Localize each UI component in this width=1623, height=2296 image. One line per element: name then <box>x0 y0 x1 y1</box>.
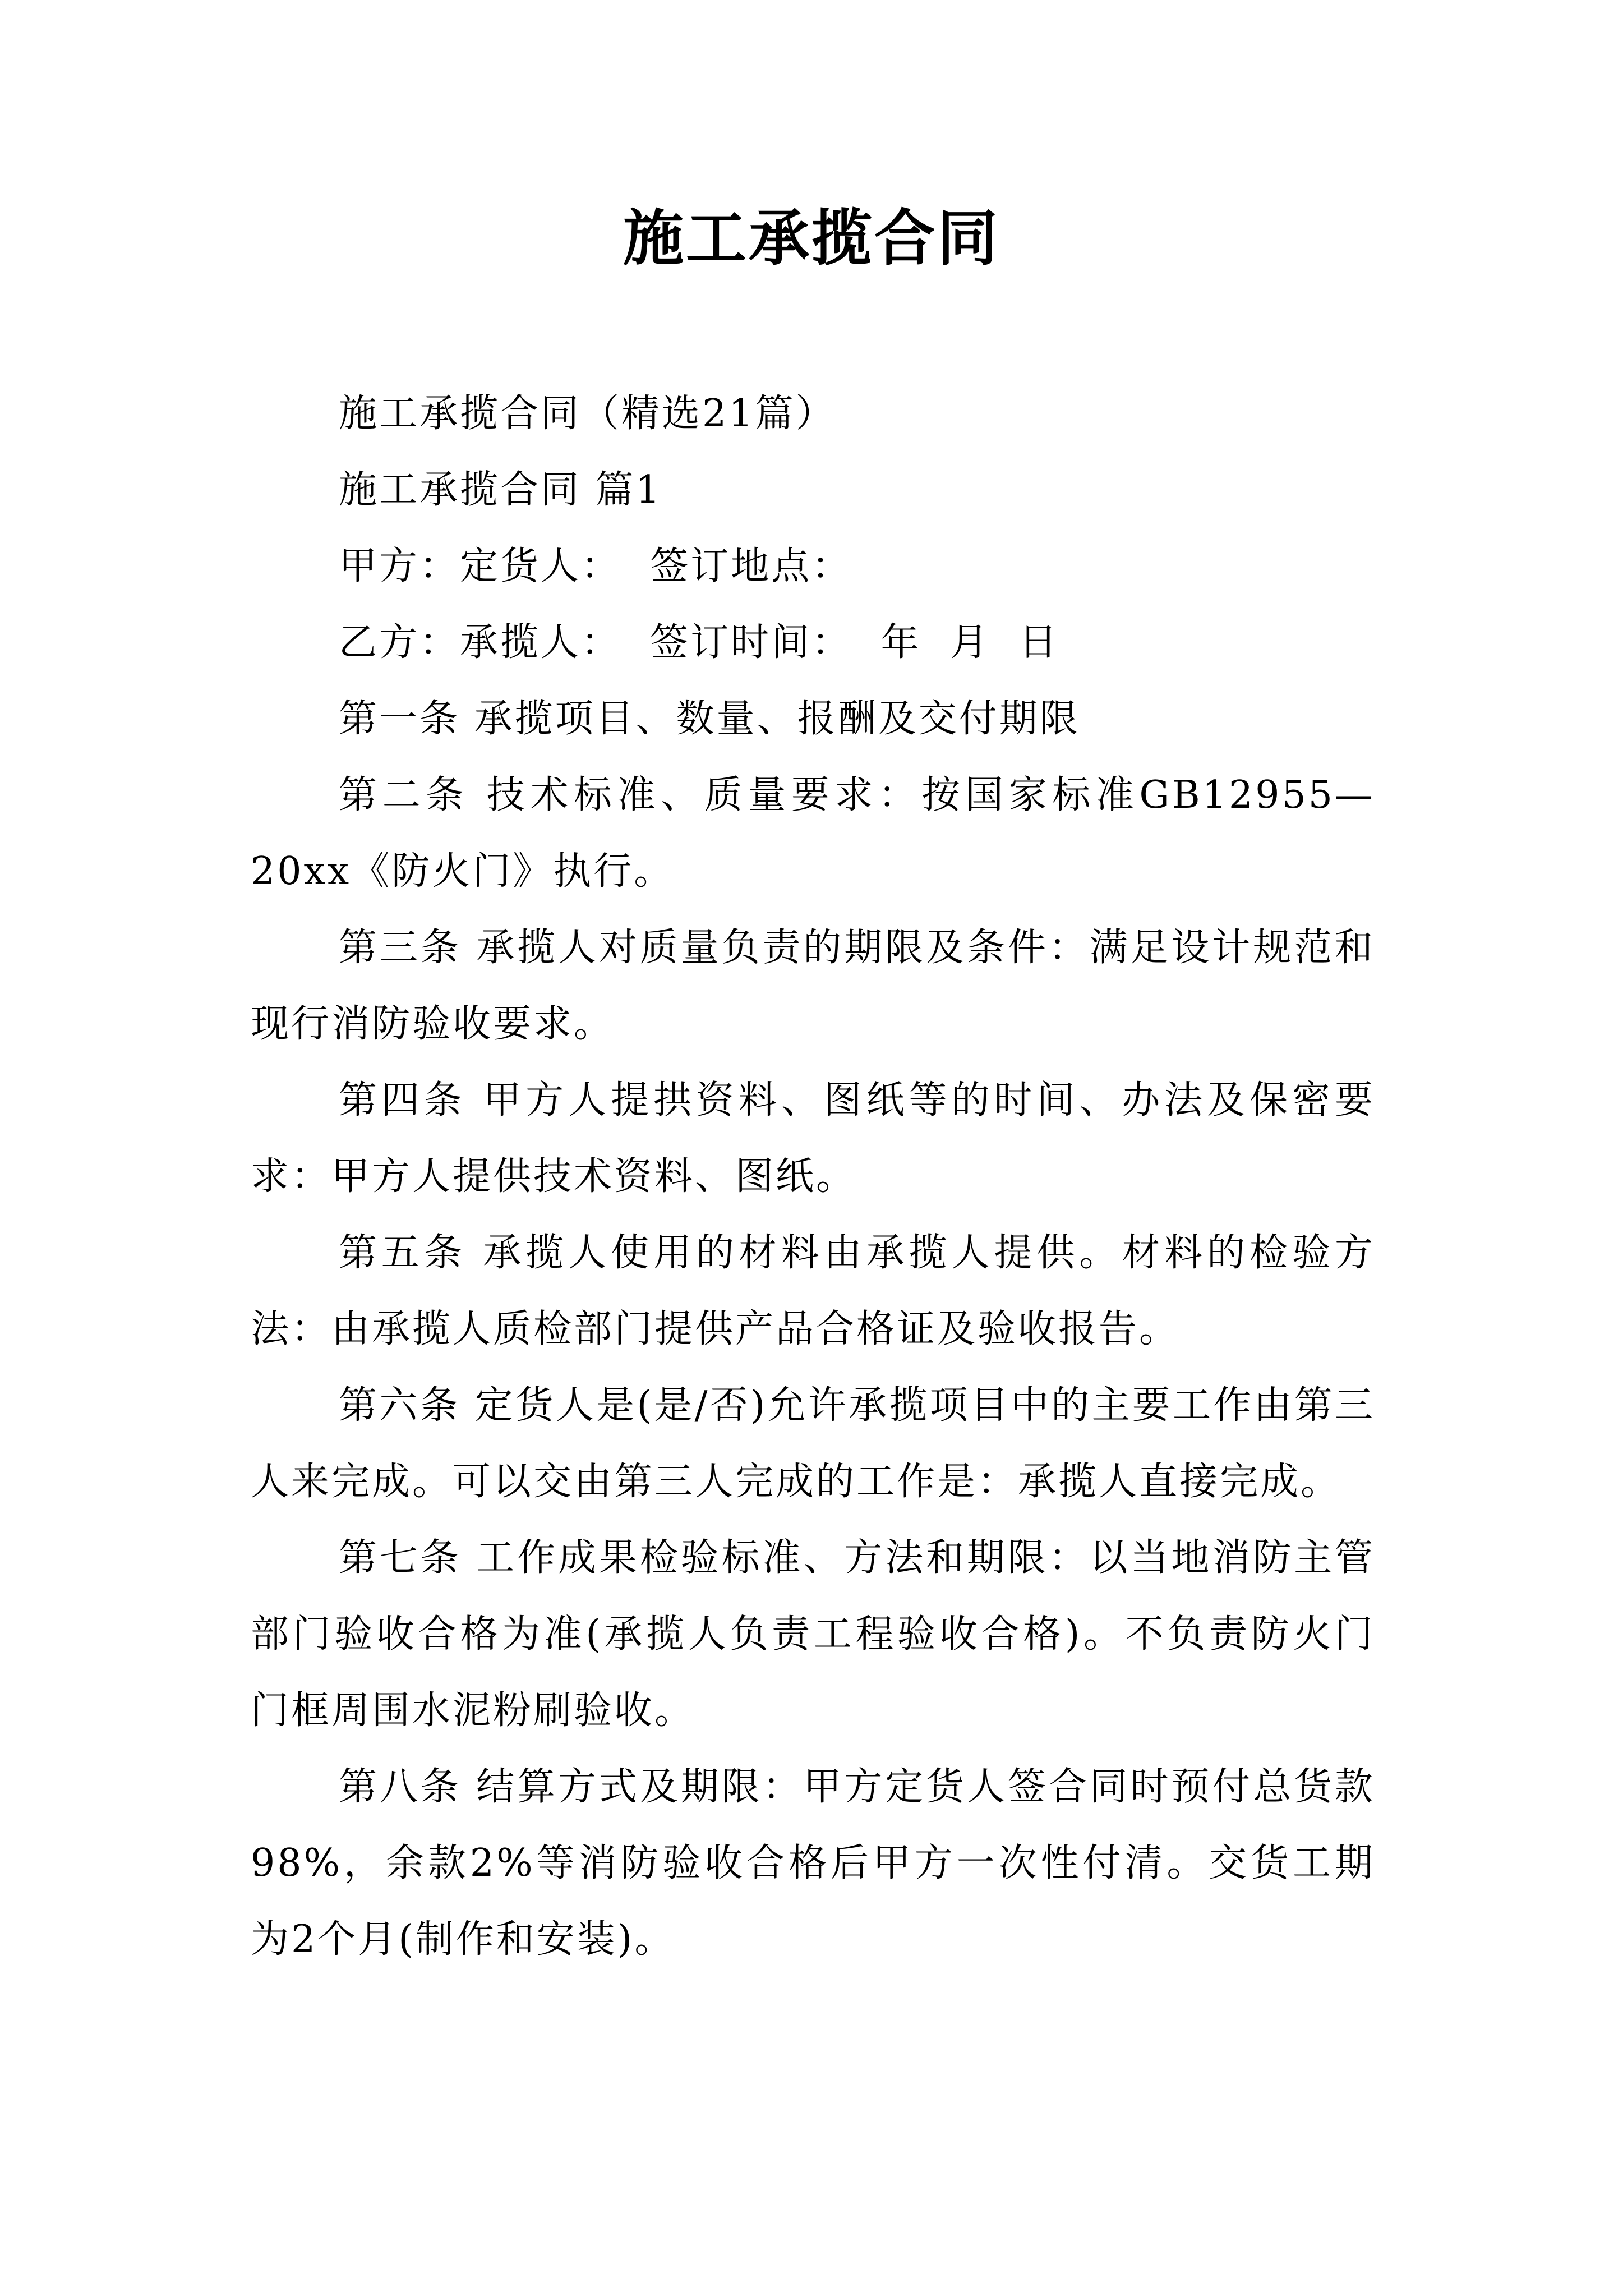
paragraph-party-a: 甲方：定货人： 签订地点： <box>339 544 852 588</box>
paragraph-clause-3: 第三条 承揽人对质量负责的期限及条件：满足设计规范和现行消防验收要求。 <box>251 926 1375 1046</box>
paragraph-clause-6: 第六条 定货人是(是/否)允许承揽项目中的主要工作由第三人来完成。可以交由第三人完成的工作是：承揽人直接完成。 <box>251 1383 1375 1504</box>
paragraph-clause-8: 第八条 结算方式及期限：甲方定货人签合同时预付总货款98%，余款2%等消防验收合格后甲方一次性付清。交货工期为2个月(制作和安装)。 <box>251 1765 1375 1962</box>
document-title: 施工承揽合同 <box>623 203 1000 274</box>
paragraph-clause-4: 第四条 甲方人提拱资料、图纸等的时间、办法及保密要求：甲方人提供技术资料、图纸。 <box>251 1078 1375 1199</box>
paragraph-subtitle: 施工承揽合同（精选21篇） <box>339 392 836 436</box>
paragraph-party-b: 乙方：承揽人： 签订时间： 年 月 日 <box>339 620 1059 665</box>
paragraph-article-heading: 施工承揽合同 篇1 <box>339 468 662 512</box>
paragraph-clause-2: 第二条 技术标准、质量要求：按国家标准GB12955—20xx《防火门》执行。 <box>251 773 1375 894</box>
document-body <box>251 376 1375 1978</box>
paragraph-clause-1: 第一条 承揽项目、数量、报酬及交付期限 <box>339 697 1080 741</box>
paragraph-clause-5: 第五条 承揽人使用的材料由承揽人提供。材料的检验方法：由承揽人质检部门提供产品合格证及验收报告。 <box>251 1231 1375 1351</box>
paragraph-clause-7: 第七条 工作成果检验标准、方法和期限：以当地消防主管部门验收合格为准(承揽人负责工程验收合格)。不负责防火门门框周围水泥粉刷验收。 <box>251 1536 1375 1733</box>
